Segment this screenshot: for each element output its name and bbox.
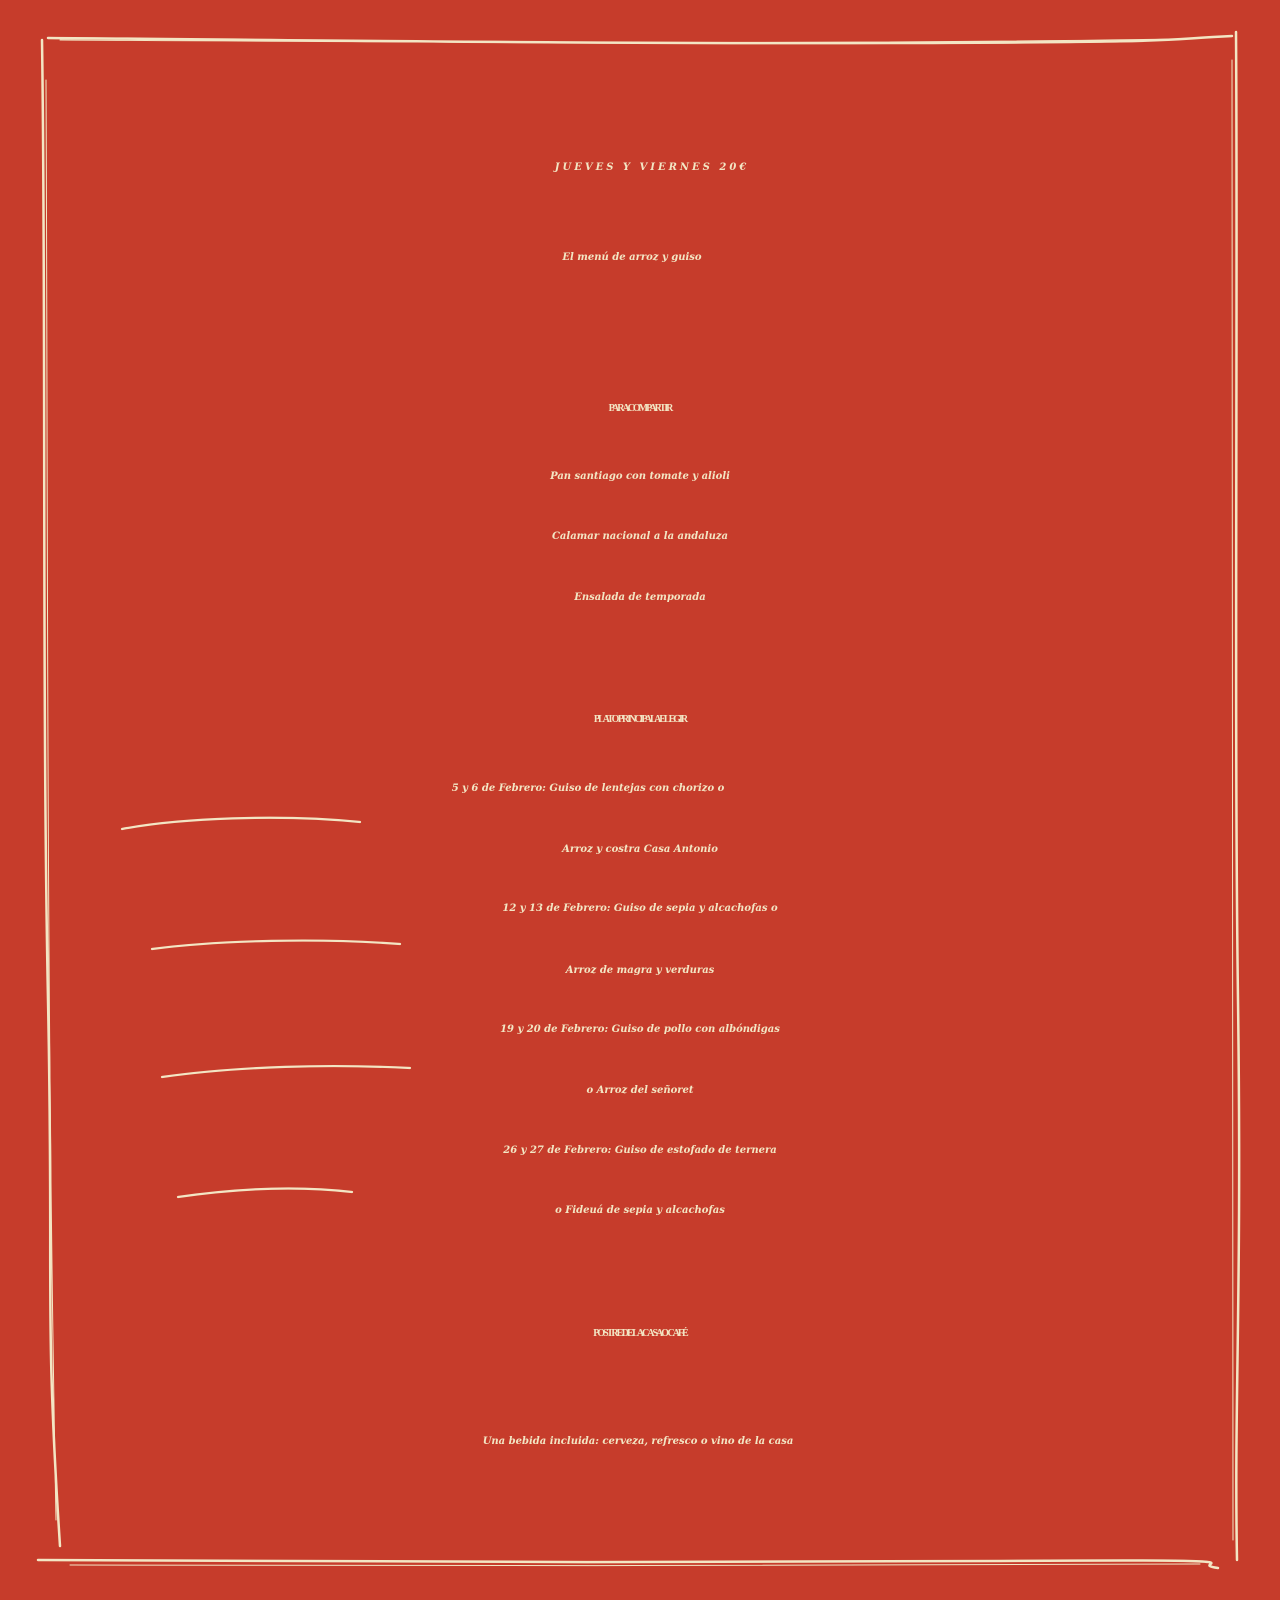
main-dish-line: 26 y 27 de Febrero: Guiso de estofado de ternera [503,1145,777,1156]
menu-title: JUEVES Y VIERNES 20€ [554,162,750,173]
main-dish-line: o Arroz del señoret [586,1085,694,1096]
main-dish-line: 12 y 13 de Febrero: Guiso de sepia y alcachofas o [502,903,778,914]
main-dish-line: o Fideuá de sepia y alcachofas [555,1205,725,1216]
menu-subtitle: El menú de arroz y guiso [562,252,702,263]
section-heading-share: PARA COMPARTIR [608,403,672,414]
share-item: Pan santiago con tomate y alioli [550,471,730,482]
drink-included: Una bebida incluida: cerveza, refresco o vino de la casa [482,1436,794,1447]
share-item: Ensalada de temporada [574,592,706,603]
main-dish-line: 5 y 6 de Febrero: Guiso de lentejas con chorizo o [451,783,725,794]
main-dish-line: 19 y 20 de Febrero: Guiso de pollo con albóndigas [500,1024,780,1035]
main-dish-line: Arroz y costra Casa Antonio [562,844,718,855]
share-item: Calamar nacional a la andaluza [551,531,729,542]
section-heading-main: PLATO PRINCIPAL A ELEGIR [593,714,687,725]
main-dish-line: Arroz de magra y verduras [565,965,715,976]
section-heading-dessert: POSTRE DE LA CASA O CAFÉ [593,1328,687,1339]
